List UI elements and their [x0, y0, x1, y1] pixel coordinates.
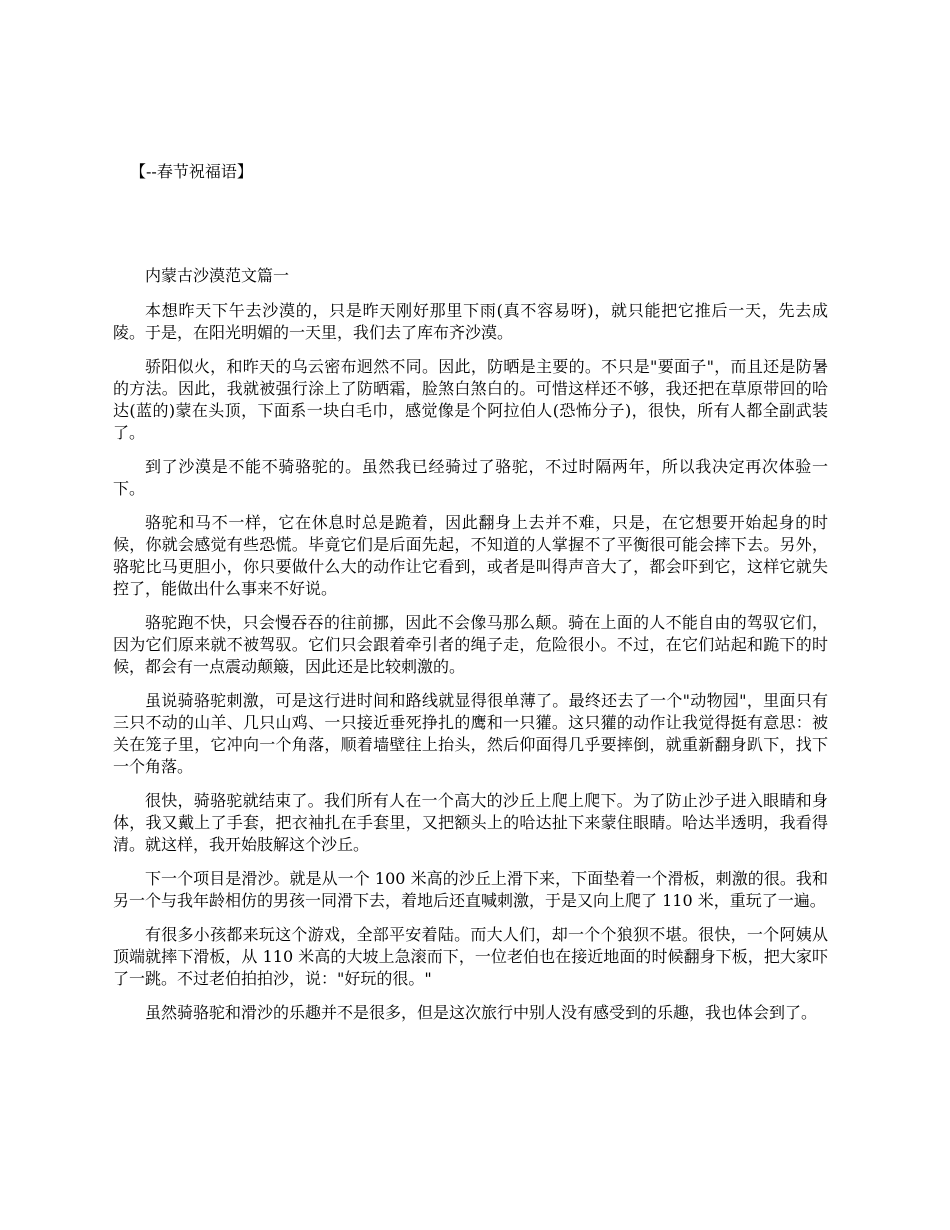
article-body: [113, 264, 828, 1036]
paragraph: 很快，骑骆驼就结束了。我们所有人在一个高大的沙丘上爬上爬下。为了防止沙子进入眼睛和身体，我又戴上了手套，把衣袖扎在手套里，又把额头上的哈达扯下来蒙住眼睛。哈达半透明，我看得清。就这样，我开始肢解这个沙丘。: [113, 791, 828, 854]
document-header: 【--春节祝福语】: [130, 162, 253, 181]
paragraph: 骆驼和马不一样，它在休息时总是跪着，因此翻身上去并不难，只是，在它想要开始起身的时候，你就会感觉有些恐慌。毕竟它们是后面先起，不知道的人掌握不了平衡很可能会摔下去。另外，骆驼比马更胆小，你只要做什么大的动作让它看到，或者是叫得声音大了，都会吓到它，这样它就失控了，能做出什么事来不好说。: [113, 513, 828, 598]
paragraph: 本想昨天下午去沙漠的，只是昨天刚好那里下雨(真不容易呀)，就只能把它推后一天，先去成陵。于是，在阳光明媚的一天里，我们去了库布齐沙漠。: [113, 301, 828, 342]
article-title: 内蒙古沙漠范文篇一: [145, 266, 290, 285]
paragraph: 骄阳似火，和昨天的乌云密布迥然不同。因此，防晒是主要的。不只是"要面子"，而且还是防暑的方法。因此，我就被强行涂上了防晒霜，脸煞白煞白的。可惜这样还不够，我还把在草原带回的哈达(蓝的)蒙在头顶，下面系一块白毛巾，感觉像是个阿拉伯人(恐怖分子)，很快，所有人都全副武装了。: [113, 357, 828, 442]
paragraph: 虽说骑骆驼刺激，可是这行进时间和路线就显得很单薄了。最终还去了一个"动物园"，里面只有三只不动的山羊、几只山鸡、一只接近垂死挣扎的鹰和一只獾。这只獾的动作让我觉得挺有意思：被关在笼子里，它冲向一个角落，顺着墙壁往上抬头，然后仰面得几乎要摔倒，就重新翻身趴下，找下一个角落。: [113, 691, 828, 776]
paragraph: 到了沙漠是不能不骑骆驼的。虽然我已经骑过了骆驼，不过时隔两年，所以我决定再次体验一下。: [113, 457, 828, 498]
paragraph: 骆驼跑不快，只会慢吞吞的往前挪，因此不会像马那么颠。骑在上面的人不能自由的驾驭它们，因为它们原来就不被驾驭。它们只会跟着牵引者的绳子走，危险很小。不过，在它们站起和跪下的时候，都会有一点震动颠簸，因此还是比较刺激的。: [113, 613, 828, 676]
paragraph: 下一个项目是滑沙。就是从一个 100 米高的沙丘上滑下来，下面垫着一个滑板，刺激的很。我和另一个与我年龄相仿的男孩一同滑下去，着地后还直喊刺激，于是又向上爬了 110 米，重玩了一遍。: [113, 869, 828, 910]
paragraph: 有很多小孩都来玩这个游戏，全部平安着陆。而大人们，却一个个狼狈不堪。很快，一个阿姨从顶端就摔下滑板，从 110 米高的大坡上急滚而下，一位老伯也在接近地面的时候翻身下板，把大家吓了一跳。不过老伯拍拍沙，说："好玩的很。": [113, 925, 828, 988]
paragraph: 虽然骑骆驼和滑沙的乐趣并不是很多，但是这次旅行中别人没有感受到的乐趣，我也体会到了。: [145, 1003, 818, 1022]
